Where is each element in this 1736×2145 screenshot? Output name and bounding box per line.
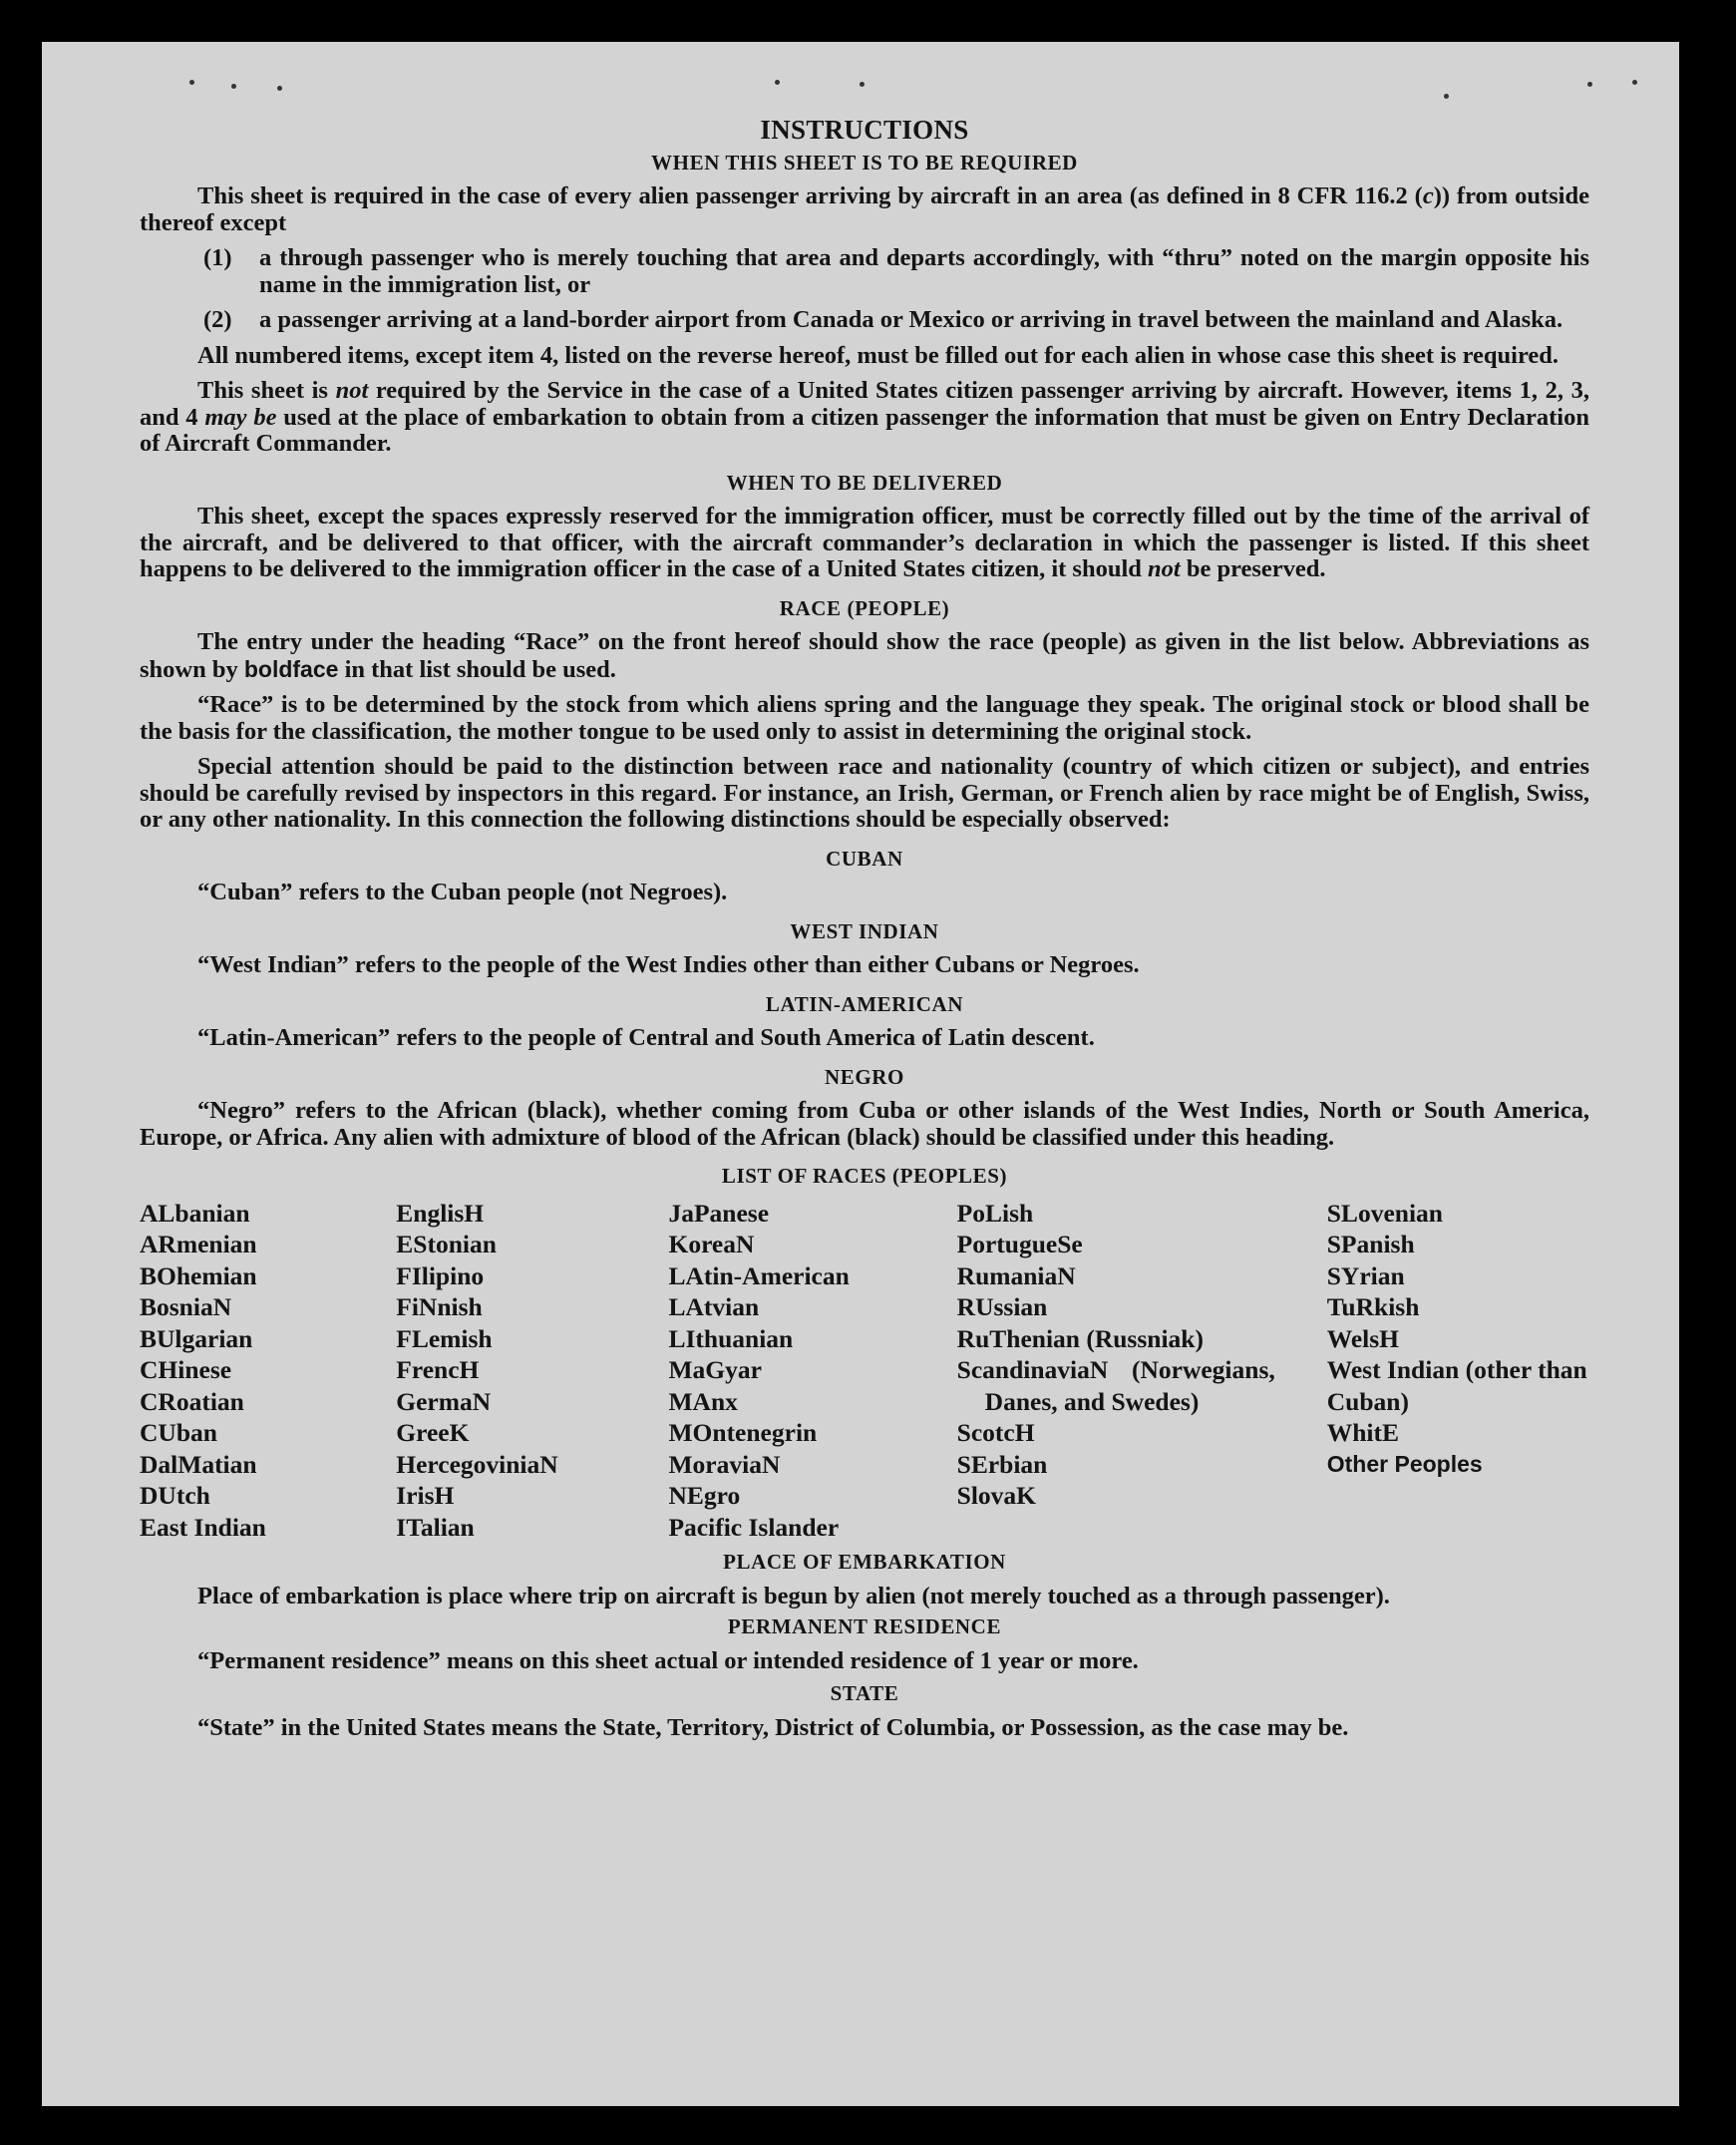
list-item: EnglisH — [396, 1198, 485, 1228]
definition-embarkation: Place of embarkation is place where trip on aircraft is begun by alien (not merely touched as a through passenger). — [197, 1582, 1390, 1609]
heading-place-of-embarkation: PLACE OF EMBARKATION — [723, 1550, 1006, 1574]
instructions-content — [140, 117, 1589, 1745]
list-item: MaGyar — [668, 1355, 762, 1384]
list-item: CUban — [140, 1418, 217, 1447]
paragraph-citizen-passenger: This sheet is not required by the Service in the case of a United States citizen passenger arriving by aircraft. However, items 1, 2, 3, and 4 may be used at the place of embarkation to obtain from a citizen passenger the information that must be given on Entry Declaration of Aircraft Commander. — [140, 377, 1590, 457]
heading-permanent-residence: PERMANENT RESIDENCE — [727, 1614, 1002, 1638]
list-item: HercegoviniaN — [396, 1449, 558, 1479]
list-item: (1) a through passenger who is merely touching that area and departs accordingly, with “thru” noted on the margin opposite his name in the immigration list, or — [203, 244, 1589, 298]
list-item: SYrian — [1326, 1260, 1405, 1290]
list-item: LAtin-American — [668, 1260, 850, 1290]
list-item: SErbian — [956, 1449, 1048, 1479]
list-item: MAnx — [668, 1386, 738, 1416]
list-item: TuRkish — [1326, 1292, 1420, 1321]
heading-negro: NEGRO — [824, 1064, 904, 1089]
list-item: IrisH — [396, 1481, 455, 1510]
heading-state: STATE — [830, 1681, 899, 1705]
list-item: CHinese — [140, 1355, 232, 1384]
list-item: Other Peoples — [1326, 1450, 1483, 1477]
races-column-2 — [396, 1198, 668, 1544]
list-item: RUssian — [956, 1292, 1048, 1321]
list-item: EStonian — [396, 1230, 497, 1258]
definition-west-indian: “West Indian” refers to the people of the West Indies other than either Cubans or Negroes. — [197, 951, 1140, 978]
paragraph-race-entry: The entry under the heading “Race” on the front hereof should show the race (people) as given in the list below. Abbreviations as shown by boldface in that list should be used. — [140, 628, 1589, 683]
document-sheet — [42, 42, 1679, 2106]
list-item: FrencH — [396, 1355, 480, 1384]
heading-cuban: CUBAN — [826, 846, 903, 871]
list-item: ScotcH — [956, 1418, 1035, 1447]
exceptions-list — [140, 245, 1589, 334]
list-item: DalMatian — [140, 1449, 257, 1479]
list-item: BOhemian — [140, 1260, 257, 1290]
list-item: PortugueSe — [956, 1230, 1083, 1258]
heading-west-indian: WEST INDIAN — [790, 918, 939, 943]
list-item: MoraviaN — [668, 1449, 781, 1479]
list-item: FIlipino — [396, 1260, 485, 1290]
list-item: FiNnish — [396, 1292, 483, 1321]
paragraph-numbered-items: All numbered items, except item 4, listed on the reverse hereof, must be filled out for each alien in whose case this sheet is required. — [197, 341, 1560, 369]
list-item: BosniaN — [140, 1292, 232, 1321]
list-item: SLovenian — [1326, 1198, 1443, 1228]
list-item: GreeK — [396, 1418, 470, 1447]
list-item: (2) a passenger arriving at a land-border airport from Canada or Mexico or arriving in travel between the mainland and Alaska. — [203, 306, 1563, 333]
list-item: ScandinaviaN (Norwegians, Danes, and Swedes) — [956, 1355, 1275, 1416]
definition-negro: “Negro” refers to the African (black), whether coming from Cuba or other islands of the West Indies, North or South America, Europe, or Africa. Any alien with admixture of blood of the African (black) should be classified under this heading. — [140, 1097, 1589, 1151]
list-item: Pacific Islander — [668, 1512, 840, 1542]
heading-when-delivered: WHEN TO BE DELIVERED — [726, 470, 1003, 495]
definition-latin-american: “Latin-American” refers to the people of Central and South America of Latin descent. — [197, 1024, 1095, 1051]
list-item: RuThenian (Russniak) — [956, 1323, 1204, 1353]
list-item: BUlgarian — [140, 1323, 253, 1353]
list-item: West Indian (other than Cuban) — [1326, 1355, 1587, 1416]
definition-residence: “Permanent residence” means on this sheet actual or intended residence of 1 year or more. — [197, 1646, 1139, 1674]
paragraph-delivery: This sheet, except the spaces expressly reserved for the immigration officer, must be correctly filled out by the time of the arrival of the aircraft, and be delivered to that officer, with the aircraft commander’s declaration in which the passenger is listed. If this sheet happens to be delivered to the immigration officer in the case of a United States citizen, it should not be preserved. — [140, 503, 1589, 582]
list-item: ARmenian — [140, 1230, 257, 1258]
definition-state: “State” in the United States means the State, Territory, District of Columbia, or Possession, as the case may be. — [197, 1713, 1349, 1741]
list-item: East Indian — [140, 1512, 266, 1542]
heading-race: RACE (PEOPLE) — [779, 595, 950, 620]
list-item: DUtch — [140, 1481, 210, 1510]
list-item: LAtvian — [668, 1292, 760, 1321]
list-item: ALbanian — [140, 1198, 250, 1228]
list-item: WelsH — [1326, 1323, 1400, 1353]
heading-list-of-races: LIST OF RACES (PEOPLES) — [721, 1164, 1008, 1188]
list-item: SlovaK — [956, 1481, 1037, 1510]
list-item: ITalian — [396, 1512, 475, 1542]
page-title: INSTRUCTIONS — [760, 115, 969, 145]
list-item: LIthuanian — [668, 1323, 794, 1353]
races-column-1 — [140, 1198, 396, 1544]
list-item: CRoatian — [140, 1386, 244, 1416]
races-list — [140, 1198, 1589, 1544]
definition-cuban: “Cuban” refers to the Cuban people (not Negroes). — [197, 879, 728, 905]
paragraph-required-intro: This sheet is required in the case of every alien passenger arriving by aircraft in an area (as defined in 8 CFR 116.2 (c)) from outside thereof except — [140, 182, 1589, 236]
heading-latin-american: LATIN-AMERICAN — [765, 991, 964, 1016]
list-item: MOntenegrin — [668, 1418, 818, 1447]
races-column-4 — [957, 1198, 1275, 1544]
list-item: NEgro — [668, 1481, 741, 1510]
list-item: SPanish — [1326, 1230, 1415, 1258]
races-column-5 — [1327, 1198, 1589, 1544]
list-item: FLemish — [396, 1323, 493, 1353]
paragraph-race-nationality: Special attention should be paid to the distinction between race and nationality (country of which citizen or subject), and entries should be carefully revised by inspectors in this regard. For instance, an Irish, German, or French alien by race might be of English, Swiss, or any other nationality. In this connection the following distinctions should be especially observed: — [140, 753, 1589, 833]
list-item: KoreaN — [668, 1230, 755, 1258]
list-item: JaPanese — [668, 1198, 770, 1228]
list-item: GermaN — [396, 1386, 492, 1416]
heading-when-required: WHEN THIS SHEET IS TO BE REQUIRED — [651, 150, 1078, 175]
list-item: RumaniaN — [956, 1260, 1076, 1290]
races-column-3 — [668, 1198, 956, 1544]
paragraph-race-stock: “Race” is to be determined by the stock from which aliens spring and the language they speak. The original stock or blood shall be the basis for the classification, the mother tongue to be used only to assist in determining the original stock. — [140, 691, 1589, 745]
list-item: PoLish — [956, 1198, 1034, 1228]
list-item: WhitE — [1326, 1418, 1400, 1447]
